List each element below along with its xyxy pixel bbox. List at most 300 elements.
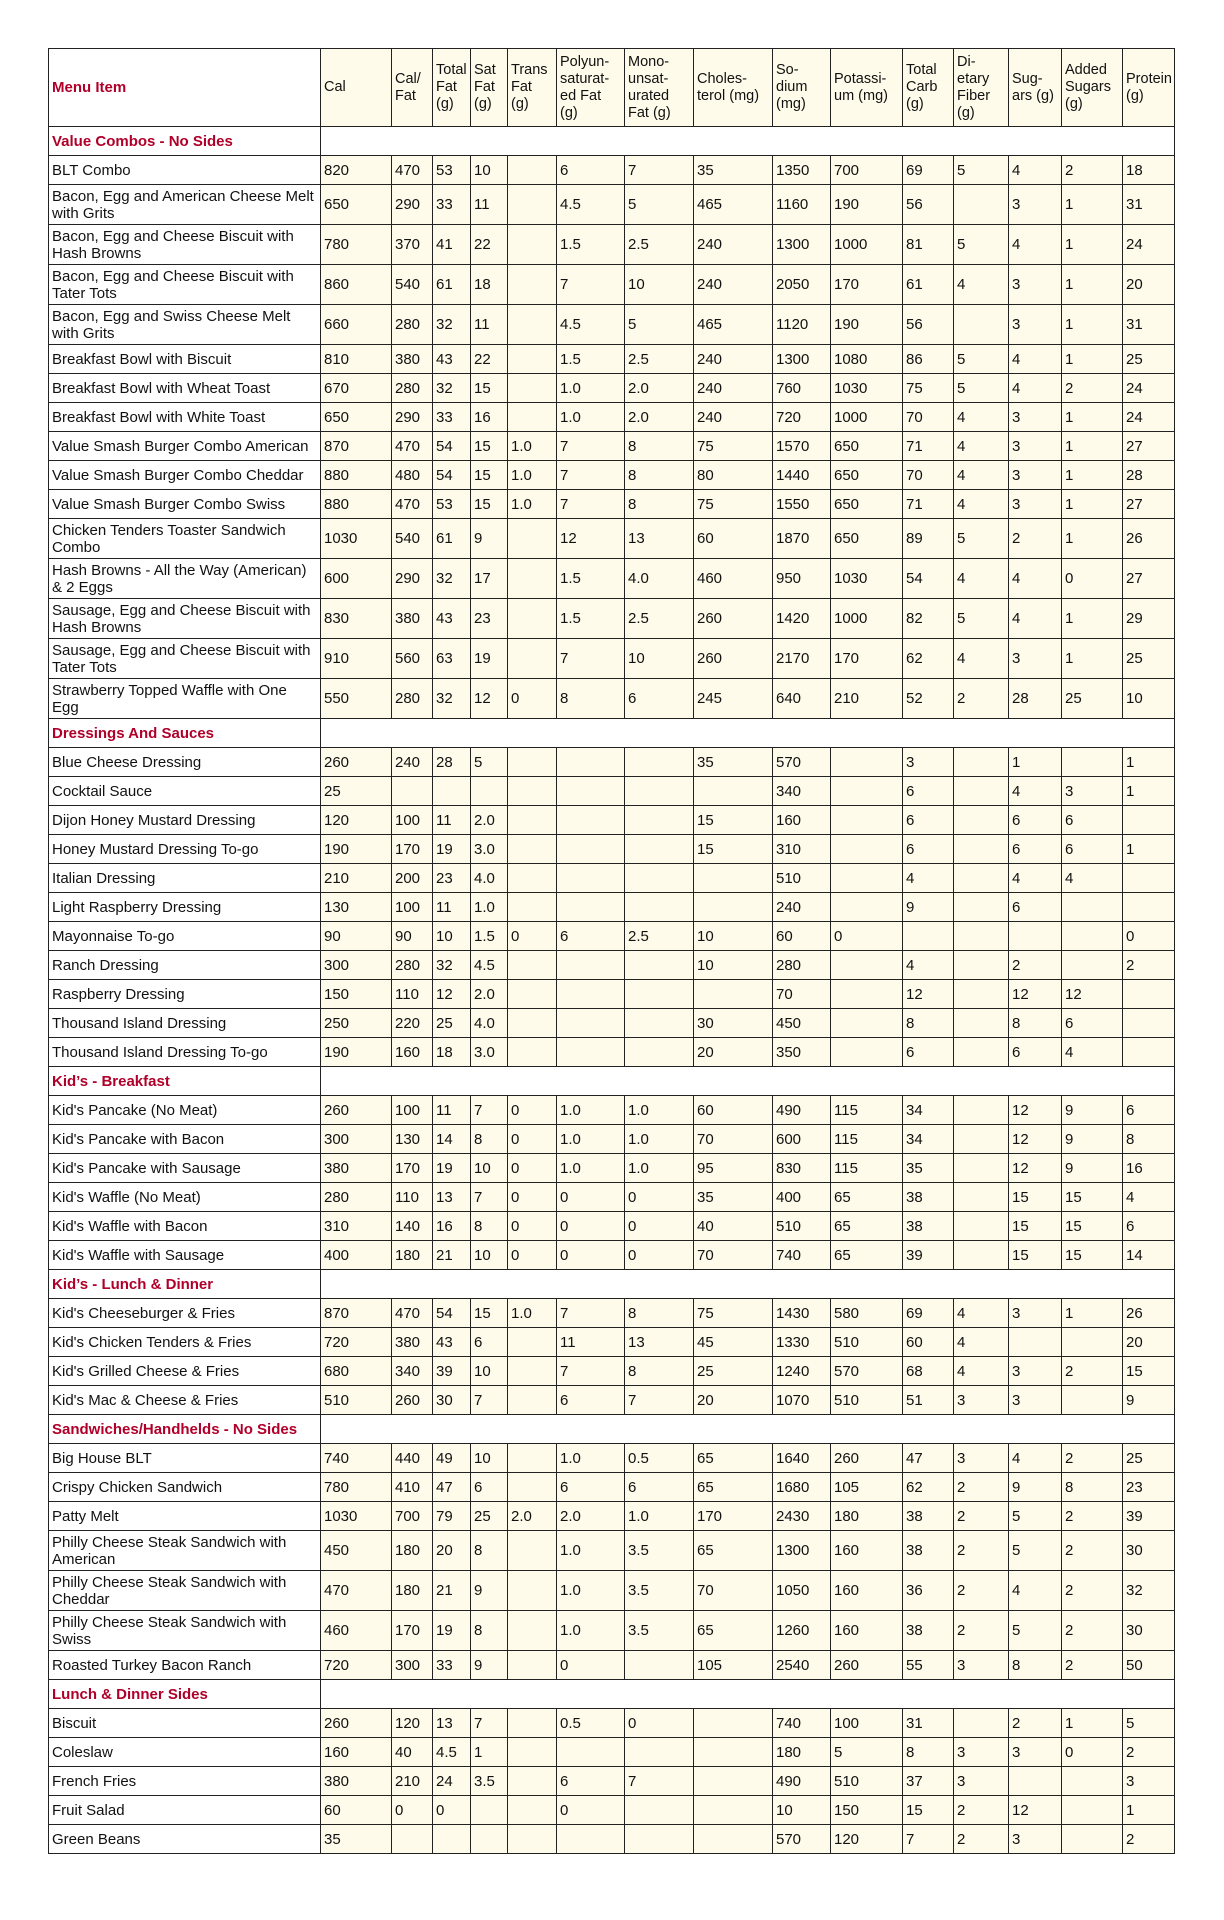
nutrient-value: 650 <box>321 185 392 225</box>
nutrient-value: 250 <box>321 1009 392 1038</box>
section-filler <box>903 1067 954 1096</box>
nutrient-value: 6 <box>625 679 694 719</box>
nutrient-value: 8 <box>471 1125 508 1154</box>
nutrient-value: 38 <box>903 1183 954 1212</box>
column-header: Polyun- saturat- ed Fat (g) <box>557 49 625 127</box>
nutrient-value: 4 <box>1062 1038 1123 1067</box>
nutrient-value: 1.0 <box>508 432 557 461</box>
nutrient-value: 1 <box>1062 1299 1123 1328</box>
nutrient-value: 7 <box>557 639 625 679</box>
nutrient-value <box>557 835 625 864</box>
nutrient-value: 4 <box>1009 1571 1062 1611</box>
nutrient-value: 50 <box>1123 1651 1175 1680</box>
menu-item-name: Kid's Pancake with Bacon <box>49 1125 321 1154</box>
nutrient-value: 3.0 <box>471 835 508 864</box>
nutrient-value: 2430 <box>773 1502 831 1531</box>
nutrient-value: 4 <box>954 265 1009 305</box>
nutrient-value: 12 <box>557 519 625 559</box>
nutrient-value: 10 <box>471 1154 508 1183</box>
nutrient-value: 2 <box>954 1502 1009 1531</box>
nutrient-value <box>1062 1825 1123 1854</box>
column-header: Sat Fat (g) <box>471 49 508 127</box>
table-row <box>49 1009 1175 1038</box>
section-filler <box>1062 719 1123 748</box>
nutrient-value: 260 <box>392 1386 433 1415</box>
nutrient-value: 1640 <box>773 1444 831 1473</box>
nutrient-value: 2.0 <box>471 980 508 1009</box>
nutrient-value <box>557 748 625 777</box>
nutrient-value: 680 <box>321 1357 392 1386</box>
nutrient-value: 1.0 <box>557 1125 625 1154</box>
nutrient-value: 0 <box>508 1212 557 1241</box>
nutrient-value: 15 <box>471 490 508 519</box>
nutrient-value: 380 <box>321 1154 392 1183</box>
menu-item-name: BLT Combo <box>49 156 321 185</box>
nutrient-value: 4 <box>1009 864 1062 893</box>
nutrient-value <box>831 1038 903 1067</box>
nutrient-value: 3 <box>954 1651 1009 1680</box>
table-row <box>49 1096 1175 1125</box>
nutrient-value: 7 <box>557 461 625 490</box>
nutrient-value: 35 <box>694 748 773 777</box>
nutrient-value <box>625 1651 694 1680</box>
nutrient-value <box>508 1825 557 1854</box>
nutrient-value: 8 <box>471 1531 508 1571</box>
nutrient-value <box>557 1825 625 1854</box>
nutrient-value: 12 <box>1009 1154 1062 1183</box>
nutrient-value: 3 <box>1009 1738 1062 1767</box>
nutrient-value <box>1009 922 1062 951</box>
nutrient-value: 3 <box>1009 1299 1062 1328</box>
section-filler <box>773 1270 831 1299</box>
table-row <box>49 777 1175 806</box>
nutrient-value: 86 <box>903 345 954 374</box>
nutrient-value: 28 <box>1123 461 1175 490</box>
nutrient-value: 2.5 <box>625 225 694 265</box>
nutrient-value <box>508 639 557 679</box>
nutrient-value: 3 <box>954 1386 1009 1415</box>
menu-item-name: Blue Cheese Dressing <box>49 748 321 777</box>
nutrient-value: 7 <box>471 1386 508 1415</box>
nutrient-value: 3.0 <box>471 1038 508 1067</box>
nutrient-value: 550 <box>321 679 392 719</box>
table-row <box>49 599 1175 639</box>
section-header-row <box>49 127 1175 156</box>
column-header: Mono- unsat- urated Fat (g) <box>625 49 694 127</box>
nutrient-value: 28 <box>1009 679 1062 719</box>
nutrient-value: 4 <box>1009 374 1062 403</box>
nutrient-value: 460 <box>321 1611 392 1651</box>
nutrient-value: 11 <box>433 806 471 835</box>
section-filler <box>508 1680 557 1709</box>
nutrient-value: 170 <box>831 639 903 679</box>
nutrient-value <box>694 777 773 806</box>
section-filler <box>954 1270 1009 1299</box>
nutrient-value: 54 <box>433 461 471 490</box>
nutrient-value: 5 <box>471 748 508 777</box>
section-filler <box>433 1067 471 1096</box>
nutrient-value <box>433 777 471 806</box>
nutrient-value: 380 <box>321 1767 392 1796</box>
nutrient-value <box>954 748 1009 777</box>
nutrient-value: 32 <box>1123 1571 1175 1611</box>
nutrient-value: 7 <box>557 1357 625 1386</box>
nutrient-value: 340 <box>773 777 831 806</box>
nutrient-value: 33 <box>433 1651 471 1680</box>
nutrient-value: 0 <box>625 1709 694 1738</box>
nutrient-value: 75 <box>903 374 954 403</box>
nutrient-value: 45 <box>694 1328 773 1357</box>
nutrient-value: 43 <box>433 1328 471 1357</box>
nutrient-value: 15 <box>1009 1212 1062 1241</box>
nutrient-value <box>1123 893 1175 922</box>
nutrient-value: 39 <box>903 1241 954 1270</box>
nutrient-value <box>625 777 694 806</box>
nutrient-value: 260 <box>694 639 773 679</box>
section-filler <box>694 1067 773 1096</box>
table-row <box>49 403 1175 432</box>
nutrient-value <box>1062 951 1123 980</box>
nutrient-value <box>831 777 903 806</box>
nutrient-value <box>1062 1386 1123 1415</box>
nutrient-value <box>1062 893 1123 922</box>
nutrient-value <box>903 922 954 951</box>
nutrient-value: 16 <box>433 1212 471 1241</box>
nutrient-value: 2170 <box>773 639 831 679</box>
nutrient-value <box>508 599 557 639</box>
nutrient-value: 0 <box>508 1154 557 1183</box>
nutrient-value: 12 <box>433 980 471 1009</box>
nutrient-value <box>954 1096 1009 1125</box>
nutrient-value: 21 <box>433 1571 471 1611</box>
menu-item-name: Philly Cheese Steak Sandwich with Swiss <box>49 1611 321 1651</box>
nutrient-value: 200 <box>392 864 433 893</box>
table-row <box>49 980 1175 1009</box>
nutrient-value: 6 <box>903 777 954 806</box>
nutrient-value: 65 <box>831 1183 903 1212</box>
nutrient-value: 54 <box>433 432 471 461</box>
nutrient-value: 465 <box>694 305 773 345</box>
nutrient-value: 170 <box>392 835 433 864</box>
section-filler <box>321 1067 392 1096</box>
nutrient-value: 5 <box>954 156 1009 185</box>
nutrient-value: 6 <box>557 922 625 951</box>
nutrient-value: 2.5 <box>625 345 694 374</box>
nutrient-value: 650 <box>831 432 903 461</box>
nutrient-value <box>508 185 557 225</box>
nutrient-value: 8 <box>1009 1651 1062 1680</box>
nutrient-value: 2 <box>1062 1444 1123 1473</box>
nutrient-value: 830 <box>321 599 392 639</box>
column-header: Sug- ars (g) <box>1009 49 1062 127</box>
section-filler <box>557 1415 625 1444</box>
nutrient-value: 130 <box>392 1125 433 1154</box>
nutrient-value: 1000 <box>831 403 903 432</box>
nutrient-value: 1.5 <box>557 599 625 639</box>
section-filler <box>1009 127 1062 156</box>
menu-item-name: Breakfast Bowl with White Toast <box>49 403 321 432</box>
nutrient-value: 1.5 <box>557 225 625 265</box>
menu-item-name: French Fries <box>49 1767 321 1796</box>
menu-item-name: Hash Browns - All the Way (American) & 2 Eggs <box>49 559 321 599</box>
nutrient-value: 3 <box>1009 432 1062 461</box>
menu-item-name: Crispy Chicken Sandwich <box>49 1473 321 1502</box>
nutrient-value: 720 <box>321 1651 392 1680</box>
section-filler <box>831 1270 903 1299</box>
nutrient-value <box>508 1738 557 1767</box>
nutrient-value <box>694 1709 773 1738</box>
nutrient-value: 0 <box>625 1212 694 1241</box>
nutrient-value: 3 <box>1009 403 1062 432</box>
section-filler <box>1009 719 1062 748</box>
nutrient-value: 5 <box>954 519 1009 559</box>
nutrient-value: 2050 <box>773 265 831 305</box>
nutrient-value: 23 <box>433 864 471 893</box>
nutrient-value <box>508 777 557 806</box>
nutrient-value: 43 <box>433 599 471 639</box>
nutrient-value: 31 <box>1123 305 1175 345</box>
table-row <box>49 461 1175 490</box>
nutrient-value: 6 <box>1009 1038 1062 1067</box>
nutrient-value: 3 <box>1009 185 1062 225</box>
section-filler <box>694 1415 773 1444</box>
table-row <box>49 1571 1175 1611</box>
nutrient-value: 70 <box>903 461 954 490</box>
menu-item-name: Kid's Waffle with Bacon <box>49 1212 321 1241</box>
nutrient-value: 1 <box>1062 403 1123 432</box>
nutrient-value <box>694 864 773 893</box>
nutrient-value <box>831 893 903 922</box>
nutrient-value: 1440 <box>773 461 831 490</box>
nutrient-value: 2 <box>1009 951 1062 980</box>
nutrient-value: 640 <box>773 679 831 719</box>
nutrient-value <box>954 806 1009 835</box>
nutrient-value: 10 <box>625 265 694 305</box>
table-row <box>49 1738 1175 1767</box>
nutrient-value: 570 <box>831 1357 903 1386</box>
section-title: Value Combos - No Sides <box>49 127 321 156</box>
nutrient-value: 740 <box>321 1444 392 1473</box>
section-filler <box>625 1067 694 1096</box>
nutrient-value: 1.0 <box>557 1531 625 1571</box>
nutrient-value: 115 <box>831 1125 903 1154</box>
nutrient-value: 0 <box>392 1796 433 1825</box>
nutrient-value: 3 <box>1009 490 1062 519</box>
nutrient-value: 870 <box>321 432 392 461</box>
table-row <box>49 490 1175 519</box>
nutrient-value: 4.0 <box>471 864 508 893</box>
nutrient-value: 0 <box>557 1241 625 1270</box>
section-filler <box>954 1680 1009 1709</box>
nutrient-value: 20 <box>433 1531 471 1571</box>
nutrient-value: 450 <box>321 1531 392 1571</box>
nutrient-value: 3.5 <box>625 1611 694 1651</box>
column-header: Choles- terol (mg) <box>694 49 773 127</box>
nutrient-value: 1 <box>1062 1709 1123 1738</box>
nutrient-value: 2.0 <box>557 1502 625 1531</box>
section-filler <box>954 127 1009 156</box>
nutrient-value: 240 <box>773 893 831 922</box>
nutrient-value: 37 <box>903 1767 954 1796</box>
nutrient-value: 10 <box>694 922 773 951</box>
nutrient-value: 650 <box>831 461 903 490</box>
nutrient-value: 25 <box>1123 1444 1175 1473</box>
section-filler <box>903 1270 954 1299</box>
nutrition-table <box>48 48 1175 1854</box>
section-filler <box>903 1680 954 1709</box>
section-filler <box>1123 127 1175 156</box>
nutrient-value <box>508 1357 557 1386</box>
nutrient-value: 300 <box>392 1651 433 1680</box>
nutrient-value: 13 <box>433 1183 471 1212</box>
nutrient-value: 8 <box>625 1299 694 1328</box>
nutrient-value: 8 <box>557 679 625 719</box>
nutrient-value: 6 <box>1062 835 1123 864</box>
nutrient-value: 115 <box>831 1154 903 1183</box>
table-row <box>49 1154 1175 1183</box>
nutrient-value: 43 <box>433 345 471 374</box>
nutrient-value: 2.0 <box>471 806 508 835</box>
section-filler <box>954 1067 1009 1096</box>
section-filler <box>903 1415 954 1444</box>
nutrient-value: 15 <box>1062 1183 1123 1212</box>
nutrient-value: 1030 <box>321 1502 392 1531</box>
nutrient-value: 210 <box>392 1767 433 1796</box>
nutrient-value: 56 <box>903 305 954 345</box>
nutrient-value: 23 <box>471 599 508 639</box>
section-filler <box>1123 1270 1175 1299</box>
section-filler <box>625 719 694 748</box>
nutrient-value <box>625 864 694 893</box>
nutrient-value <box>508 748 557 777</box>
nutrient-value: 740 <box>773 1709 831 1738</box>
nutrient-value: 35 <box>694 156 773 185</box>
section-filler <box>694 1680 773 1709</box>
nutrient-value: 4.5 <box>471 951 508 980</box>
section-header-row <box>49 1680 1175 1709</box>
nutrient-value: 29 <box>1123 599 1175 639</box>
table-row <box>49 1183 1175 1212</box>
nutrient-value: 5 <box>1123 1709 1175 1738</box>
nutrient-value: 24 <box>433 1767 471 1796</box>
nutrient-value: 4 <box>1009 559 1062 599</box>
section-header-row <box>49 1270 1175 1299</box>
nutrient-value: 38 <box>903 1531 954 1571</box>
nutrient-value: 470 <box>392 490 433 519</box>
nutrient-value <box>954 835 1009 864</box>
menu-item-name: Cocktail Sauce <box>49 777 321 806</box>
menu-item-name: Value Smash Burger Combo American <box>49 432 321 461</box>
nutrient-value: 2 <box>1062 1611 1123 1651</box>
nutrient-value: 61 <box>433 265 471 305</box>
nutrient-value: 22 <box>471 345 508 374</box>
nutrient-value: 5 <box>831 1738 903 1767</box>
nutrient-value: 6 <box>903 835 954 864</box>
nutrient-value: 540 <box>392 265 433 305</box>
nutrient-value: 4 <box>1009 599 1062 639</box>
table-row <box>49 345 1175 374</box>
nutrient-value <box>831 864 903 893</box>
section-filler <box>321 127 392 156</box>
nutrient-value <box>1123 1038 1175 1067</box>
nutrient-value <box>508 305 557 345</box>
nutrient-value: 2 <box>1062 1502 1123 1531</box>
nutrient-value: 9 <box>1062 1125 1123 1154</box>
nutrient-value: 13 <box>433 1709 471 1738</box>
nutrient-value: 510 <box>831 1386 903 1415</box>
nutrient-value: 30 <box>1123 1611 1175 1651</box>
section-filler <box>1123 1067 1175 1096</box>
nutrient-value: 6 <box>557 1767 625 1796</box>
nutrient-value: 580 <box>831 1299 903 1328</box>
nutrient-value: 1.0 <box>625 1125 694 1154</box>
nutrient-value: 2 <box>954 1571 1009 1611</box>
section-filler <box>1009 1680 1062 1709</box>
nutrient-value: 75 <box>694 1299 773 1328</box>
nutrient-value: 79 <box>433 1502 471 1531</box>
nutrient-value: 180 <box>392 1531 433 1571</box>
nutrient-value: 130 <box>321 893 392 922</box>
nutrient-value: 8 <box>625 432 694 461</box>
nutrient-value <box>831 951 903 980</box>
section-filler <box>433 1270 471 1299</box>
column-header: Total Fat (g) <box>433 49 471 127</box>
table-row <box>49 1125 1175 1154</box>
nutrient-value: 4 <box>903 864 954 893</box>
nutrient-value: 1.5 <box>557 559 625 599</box>
table-row <box>49 305 1175 345</box>
nutrient-value: 26 <box>1123 519 1175 559</box>
nutrient-value: 7 <box>625 1386 694 1415</box>
nutrient-value: 120 <box>392 1709 433 1738</box>
nutrient-value: 20 <box>694 1386 773 1415</box>
menu-item-name: Kid's Mac & Cheese & Fries <box>49 1386 321 1415</box>
nutrient-value: 260 <box>831 1651 903 1680</box>
nutrient-value <box>557 1038 625 1067</box>
nutrient-value: 115 <box>831 1096 903 1125</box>
section-title: Dressings And Sauces <box>49 719 321 748</box>
nutrient-value: 3 <box>1009 265 1062 305</box>
menu-item-name: Bacon, Egg and Swiss Cheese Melt with Grits <box>49 305 321 345</box>
nutrient-value: 8 <box>625 1357 694 1386</box>
menu-item-name: Thousand Island Dressing To-go <box>49 1038 321 1067</box>
nutrient-value: 400 <box>321 1241 392 1270</box>
nutrient-value: 1 <box>1062 490 1123 519</box>
nutrient-value <box>392 777 433 806</box>
nutrient-value: 1.5 <box>471 922 508 951</box>
section-filler <box>831 127 903 156</box>
nutrient-value: 470 <box>392 156 433 185</box>
nutrient-value: 81 <box>903 225 954 265</box>
nutrient-value: 1240 <box>773 1357 831 1386</box>
nutrient-value <box>954 1183 1009 1212</box>
nutrient-value <box>694 1738 773 1767</box>
nutrient-value <box>508 835 557 864</box>
nutrient-value: 49 <box>433 1444 471 1473</box>
nutrient-value: 260 <box>831 1444 903 1473</box>
section-filler <box>392 1415 433 1444</box>
nutrient-value: 10 <box>625 639 694 679</box>
nutrient-value: 2 <box>1062 1571 1123 1611</box>
nutrient-value <box>625 980 694 1009</box>
nutrient-value <box>557 893 625 922</box>
nutrient-value <box>1123 1009 1175 1038</box>
nutrient-value: 6 <box>557 1386 625 1415</box>
nutrient-value: 1030 <box>321 519 392 559</box>
nutrient-value: 310 <box>773 835 831 864</box>
section-filler <box>508 719 557 748</box>
nutrient-value: 170 <box>831 265 903 305</box>
